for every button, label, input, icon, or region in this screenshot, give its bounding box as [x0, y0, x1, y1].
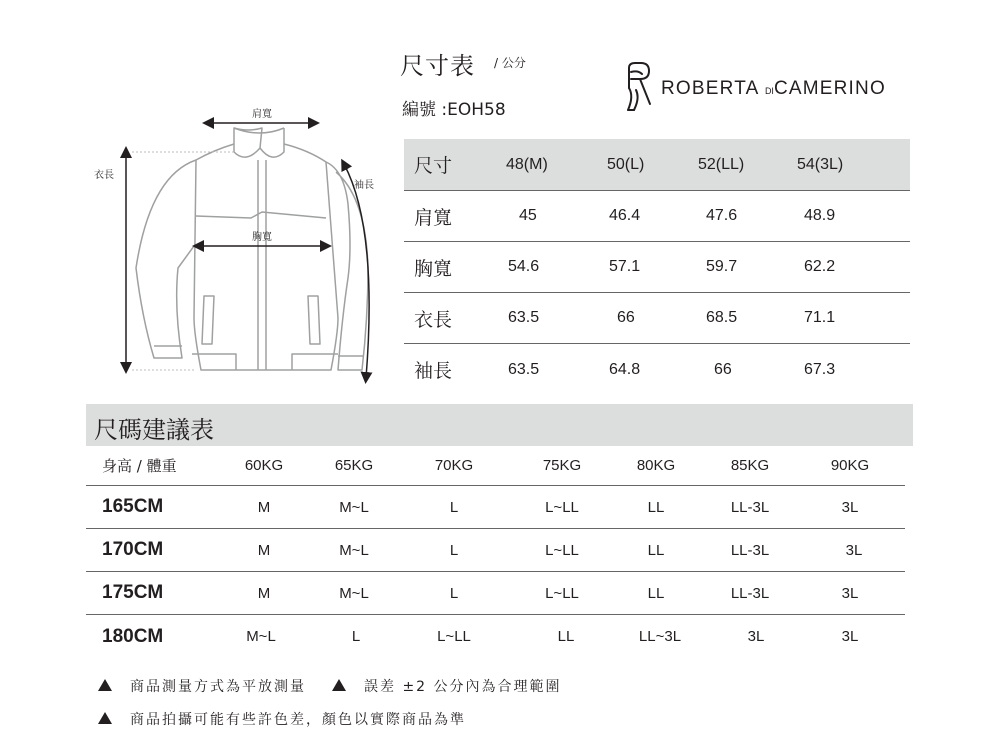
weight-header-cell: 80KG — [636, 457, 676, 474]
jacket-outline — [136, 128, 368, 370]
size-header-cell: 48(M) — [506, 155, 548, 173]
jacket-measurement-diagram — [86, 108, 386, 398]
recommendation-cell: M — [257, 541, 271, 559]
size-header-label: 尺寸 — [414, 155, 453, 177]
size-table-header — [404, 139, 910, 191]
size-cell: 62.2 — [804, 258, 836, 275]
triangle-bullet-icon — [98, 679, 112, 691]
size-row-label: 胸寬 — [414, 257, 453, 280]
recommendation-cell: M~L — [246, 628, 276, 645]
height-cell: 165CM — [102, 496, 164, 517]
note-line-2 — [98, 709, 466, 729]
recommendation-cell: LL — [647, 584, 665, 602]
size-cell: 47.6 — [706, 207, 738, 224]
height-cell: 170CM — [102, 539, 164, 560]
recommendation-cell: L~LL — [545, 541, 579, 559]
recommendation-cell: LL~3L — [638, 628, 682, 645]
size-header-cell: 50(L) — [607, 155, 645, 173]
style-code: 編號 :EOH58 — [402, 100, 506, 120]
size-table-row — [404, 344, 910, 395]
recommendation-cell: LL — [557, 628, 575, 645]
height-cell: 175CM — [102, 582, 164, 603]
size-header-cell: 52(LL) — [698, 155, 745, 173]
recommendation-cell: 3L — [845, 541, 863, 559]
height-weight-label: 身高 / 體重 — [102, 457, 177, 475]
recommendation-cell: 3L — [841, 628, 859, 645]
recommendation-cell: M — [257, 584, 271, 602]
size-cell: 54.6 — [508, 258, 540, 275]
recommendation-cell: L — [449, 541, 459, 559]
size-header-cell: 54(3L) — [797, 155, 844, 173]
recommendation-cell: L — [449, 498, 459, 516]
recommendation-cell: L~LL — [545, 498, 579, 516]
brand-name-right: CAMERINO — [773, 78, 886, 99]
recommendation-cell: LL-3L — [730, 498, 770, 516]
size-cell: 57.1 — [609, 258, 641, 275]
weight-header-cell: 90KG — [830, 457, 870, 474]
weight-header-cell: 85KG — [730, 457, 770, 474]
size-cell: 63.5 — [508, 360, 540, 378]
note-measurement: 商品測量方式為平放測量 — [130, 679, 306, 695]
triangle-bullet-icon — [332, 679, 346, 691]
recommendation-row — [86, 486, 905, 529]
brand-name-left: ROBERTA — [661, 78, 759, 99]
weight-header-cell: 75KG — [542, 457, 582, 474]
size-row-label: 袖長 — [414, 360, 453, 382]
recommendation-cell: LL — [647, 498, 665, 516]
size-row-label: 肩寬 — [414, 206, 453, 229]
unit-label: / 公分 — [494, 56, 526, 70]
brand-name-di: DI — [764, 86, 774, 96]
shoulder-label: 肩寬 — [252, 109, 272, 120]
size-cell: 66 — [617, 309, 635, 326]
weight-header-cell: 60KG — [244, 457, 284, 474]
size-cell: 71.1 — [804, 309, 836, 326]
recommendation-cell: LL-3L — [730, 541, 770, 559]
size-chart-title: 尺寸表 — [400, 52, 475, 80]
weight-header-cell: 65KG — [334, 457, 374, 474]
note-line-1 — [98, 676, 562, 696]
size-table-row — [404, 191, 910, 242]
triangle-bullet-icon — [98, 712, 112, 724]
height-cell: 180CM — [102, 625, 164, 647]
size-cell: 48.9 — [804, 207, 836, 224]
recommendation-cell: L — [351, 628, 361, 645]
size-cell: 66 — [714, 360, 732, 378]
recommendation-title: 尺碼建議表 — [94, 416, 214, 444]
recommendation-cell: 3L — [841, 498, 859, 516]
size-cell: 46.4 — [609, 207, 641, 224]
size-cell: 67.3 — [804, 360, 836, 378]
recommendation-cell: 3L — [747, 628, 765, 645]
size-table-row — [404, 293, 910, 344]
length-label: 衣長 — [94, 170, 114, 181]
size-cell: 59.7 — [706, 258, 738, 275]
sleeve-arrow — [344, 164, 369, 378]
recommendation-row — [86, 529, 905, 572]
chest-label: 胸寬 — [252, 232, 272, 243]
weight-header-cell: 70KG — [434, 457, 474, 474]
note-tolerance: 誤差 ±2 公分內為合理範圍 — [364, 679, 562, 695]
size-table — [404, 139, 910, 395]
recommendation-cell: M~L — [339, 541, 369, 559]
size-cell: 68.5 — [706, 309, 738, 326]
size-cell: 45 — [519, 207, 537, 224]
recommendation-table — [86, 446, 905, 658]
recommendation-row — [86, 572, 905, 615]
recommendation-cell: M~L — [339, 498, 369, 516]
recommendation-cell: L~LL — [437, 628, 471, 645]
size-cell: 63.5 — [508, 309, 540, 326]
recommendation-row — [86, 615, 905, 658]
sleeve-label: 袖長 — [354, 180, 374, 191]
size-cell: 64.8 — [609, 360, 641, 378]
recommendation-cell: LL-3L — [730, 584, 770, 602]
note-color: 商品拍攝可能有些許色差，顏色以實際商品為準 — [130, 712, 466, 728]
recommendation-cell: 3L — [841, 584, 859, 602]
size-table-row — [404, 242, 910, 293]
recommendation-cell: L — [449, 584, 459, 602]
scarf-r-monogram-icon — [620, 60, 656, 114]
brand-name — [661, 78, 886, 100]
recommendation-header — [86, 446, 905, 486]
recommendation-cell: LL — [647, 541, 665, 559]
recommendation-cell: L~LL — [545, 584, 579, 602]
recommendation-cell: M — [257, 498, 271, 516]
recommendation-cell: M~L — [339, 584, 369, 602]
size-row-label: 衣長 — [414, 308, 453, 331]
